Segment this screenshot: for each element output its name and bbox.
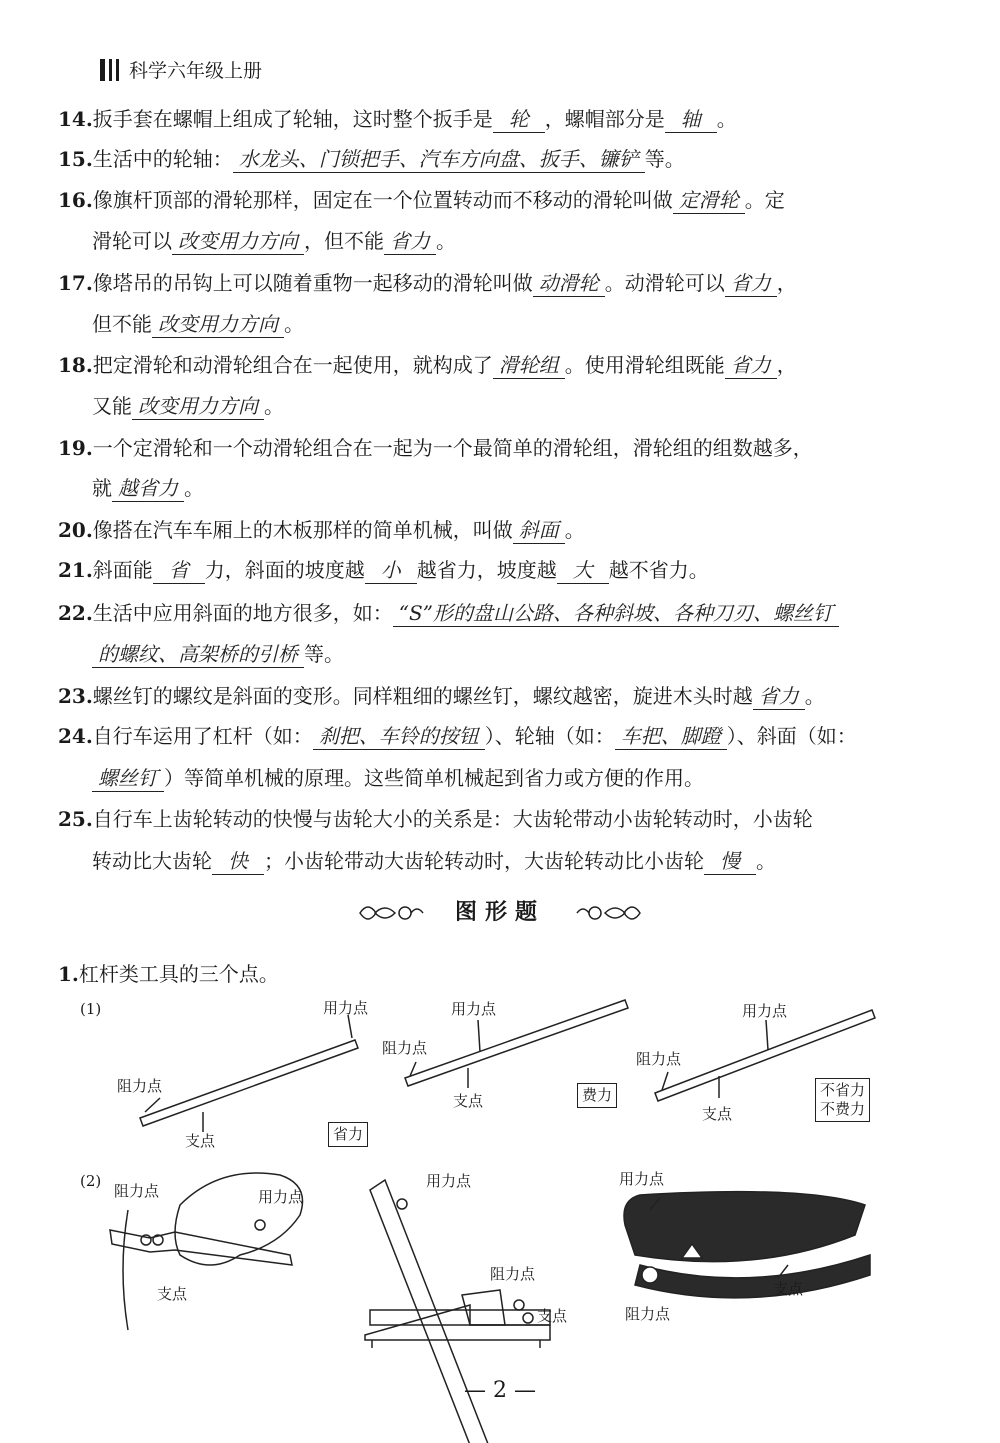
- question-text: 等。: [304, 642, 344, 666]
- question-number: 19.: [58, 436, 93, 460]
- question-text: ，但不能: [304, 229, 384, 253]
- question-text: 。: [184, 476, 204, 500]
- question-text: 。: [756, 849, 776, 873]
- effort-label-1b: 用力点: [451, 1000, 497, 1018]
- fulcrum-label-2b: 支点: [537, 1307, 568, 1325]
- answer-blank: 改变用力方向: [132, 393, 264, 420]
- question-text: 。使用滑轮组既能: [564, 353, 725, 377]
- part2-label: (2): [80, 1172, 102, 1190]
- answer-blank: 小: [365, 557, 417, 584]
- question-text: ；小齿轮带动大齿轮转动时，大齿轮转动比小齿轮: [264, 849, 704, 873]
- answer-blank: 车把、脚蹬: [615, 723, 727, 750]
- question-text: 斜面能: [92, 558, 153, 582]
- answer-blank: 定滑轮: [673, 187, 745, 214]
- answer-box-1c-line2: 不费力: [820, 1100, 866, 1118]
- question-text: ）、轮轴（如：: [484, 724, 615, 748]
- answer-blank: 省力: [384, 228, 436, 255]
- answer-blank: 慢: [704, 848, 756, 875]
- effort-label-2b: 用力点: [426, 1172, 472, 1190]
- question-text: 螺丝钉的螺纹是斜面的变形。同样粗细的螺丝钉，螺纹越密，旋进木头时越: [92, 684, 753, 708]
- fulcrum-label-1b: 支点: [453, 1092, 484, 1110]
- effort-label-1a: 用力点: [323, 999, 369, 1017]
- question-text: 像旗杆顶部的滑轮那样，固定在一个位置转动而不移动的滑轮叫做: [92, 188, 673, 212]
- load-label-2c: 阻力点: [625, 1305, 671, 1323]
- answer-box-1c-line1: 不省力: [820, 1081, 866, 1099]
- lever-bar-1: [140, 1040, 358, 1126]
- load-label-1b: 阻力点: [382, 1039, 428, 1057]
- answer-blank: 滑轮组: [493, 352, 565, 379]
- question-text: ，: [776, 271, 797, 295]
- answer-blank: 螺丝钉: [92, 765, 164, 792]
- pliers-icon: [110, 1230, 292, 1265]
- answer-blank: 动滑轮: [533, 270, 605, 297]
- answer-box-1b: 费力: [577, 1083, 617, 1108]
- lever-bar-2: [405, 1000, 628, 1086]
- effort-label-1c: 用力点: [742, 1002, 788, 1020]
- question-text: ，螺帽部分是: [544, 107, 665, 131]
- question-text: 。: [264, 394, 284, 418]
- question-text: 把定滑轮和动滑轮组合在一起使用，就构成了: [92, 353, 493, 377]
- question-text: 又能: [92, 394, 132, 418]
- question-text: 。: [284, 312, 304, 336]
- question-text: 。: [436, 229, 456, 253]
- question-text: 生活中的轮轴：: [92, 147, 233, 171]
- question-text: ）、斜面（如：: [726, 724, 857, 748]
- answer-blank: “S”形的盘山公路、各种斜坡、各种刀刃、螺丝钉: [393, 600, 839, 627]
- question-text: 转动比大齿轮: [92, 849, 212, 873]
- question-number: 18.: [58, 353, 93, 377]
- question-number: 17.: [58, 271, 93, 295]
- question-text: 但不能: [92, 312, 152, 336]
- fulcrum-label-1c: 支点: [702, 1105, 733, 1123]
- answer-blank: 改变用力方向: [172, 228, 304, 255]
- question-text: 越不省力。: [608, 558, 709, 582]
- page-number: — 2 —: [464, 1378, 536, 1403]
- answer-blank: 轮: [493, 106, 545, 133]
- question-text: 力，斜面的坡度越: [204, 558, 365, 582]
- answer-blank: 省力: [725, 352, 777, 379]
- answer-blank: 的螺纹、高架桥的引桥: [92, 641, 304, 668]
- answer-blank: 越省力: [112, 475, 184, 502]
- question-number: 15.: [58, 147, 93, 171]
- question-text: 就: [92, 476, 112, 500]
- stapler-icon: [624, 1192, 865, 1262]
- question-number: 22.: [58, 601, 93, 625]
- question-number: 23.: [58, 684, 93, 708]
- question-text: ）等简单机械的原理。这些简单机械起到省力或方便的作用。: [164, 766, 704, 790]
- question-text: 。: [804, 684, 825, 708]
- question-number: 14.: [58, 107, 93, 131]
- load-label-2b: 阻力点: [490, 1265, 536, 1283]
- question-number: 16.: [58, 188, 93, 212]
- answer-blank: 斜面: [513, 517, 565, 544]
- question-text: 自行车上齿轮转动的快慢与齿轮大小的关系是：大齿轮带动小齿轮转动时，小齿轮: [92, 807, 813, 831]
- question-number: 24.: [58, 724, 93, 748]
- answer-blank: 省力: [725, 270, 777, 297]
- answer-blank: 改变用力方向: [152, 311, 284, 338]
- question-number: 25.: [58, 807, 93, 831]
- paper-cutter-icon: [370, 1180, 545, 1443]
- load-label-1c: 阻力点: [636, 1050, 682, 1068]
- question-text: 一个定滑轮和一个动滑轮组合在一起为一个最简单的滑轮组，滑轮组的组数越多，: [92, 436, 813, 460]
- figure-question-text: 杠杆类工具的三个点。: [78, 962, 279, 986]
- question-text: 越省力，坡度越: [416, 558, 557, 582]
- answer-blank: 刹把、车铃的按钮: [313, 723, 485, 750]
- question-text: 。: [564, 518, 585, 542]
- fulcrum-label-1a: 支点: [185, 1132, 216, 1150]
- question-text: ，: [776, 353, 797, 377]
- answer-blank: 大: [557, 557, 609, 584]
- answer-box-1a: 省力: [328, 1122, 368, 1147]
- question-text: 。: [716, 107, 737, 131]
- answer-blank: 省: [153, 557, 205, 584]
- header-title: 科学六年级上册: [129, 60, 263, 82]
- question-text: 滑轮可以: [92, 229, 172, 253]
- question-number: 20.: [58, 518, 93, 542]
- answer-blank: 快: [212, 848, 264, 875]
- fulcrum-label-2a: 支点: [157, 1285, 188, 1303]
- answer-blank: 水龙头、门锁把手、汽车方向盘、扳手、镰铲: [233, 146, 645, 173]
- question-text: 生活中应用斜面的地方很多，如：: [92, 601, 393, 625]
- load-label-2a: 阻力点: [114, 1182, 160, 1200]
- answer-box-1c: [815, 1078, 870, 1122]
- effort-label-2c: 用力点: [619, 1170, 665, 1188]
- question-text: 像塔吊的吊钩上可以随着重物一起移动的滑轮叫做: [92, 271, 533, 295]
- fulcrum-label-2c: 支点: [773, 1280, 804, 1298]
- question-text: 自行车运用了杠杆（如：: [92, 724, 313, 748]
- question-text: 等。: [644, 147, 685, 171]
- question-text: 。动滑轮可以: [604, 271, 725, 295]
- answer-blank: 轴: [665, 106, 717, 133]
- load-label-1a: 阻力点: [117, 1077, 163, 1095]
- question-text: 扳手套在螺帽上组成了轮轴，这时整个扳手是: [92, 107, 493, 131]
- effort-label-2a: 用力点: [258, 1188, 304, 1206]
- question-text: 。定: [744, 188, 785, 212]
- question-text: 像搭在汽车车厢上的木板那样的简单机械，叫做: [92, 518, 513, 542]
- section-title-text: 图形题: [454, 900, 545, 925]
- question-number: 21.: [58, 558, 93, 582]
- figure-question-number: 1.: [58, 962, 79, 986]
- answer-blank: 省力: [753, 683, 805, 710]
- part1-label: (1): [80, 1000, 102, 1018]
